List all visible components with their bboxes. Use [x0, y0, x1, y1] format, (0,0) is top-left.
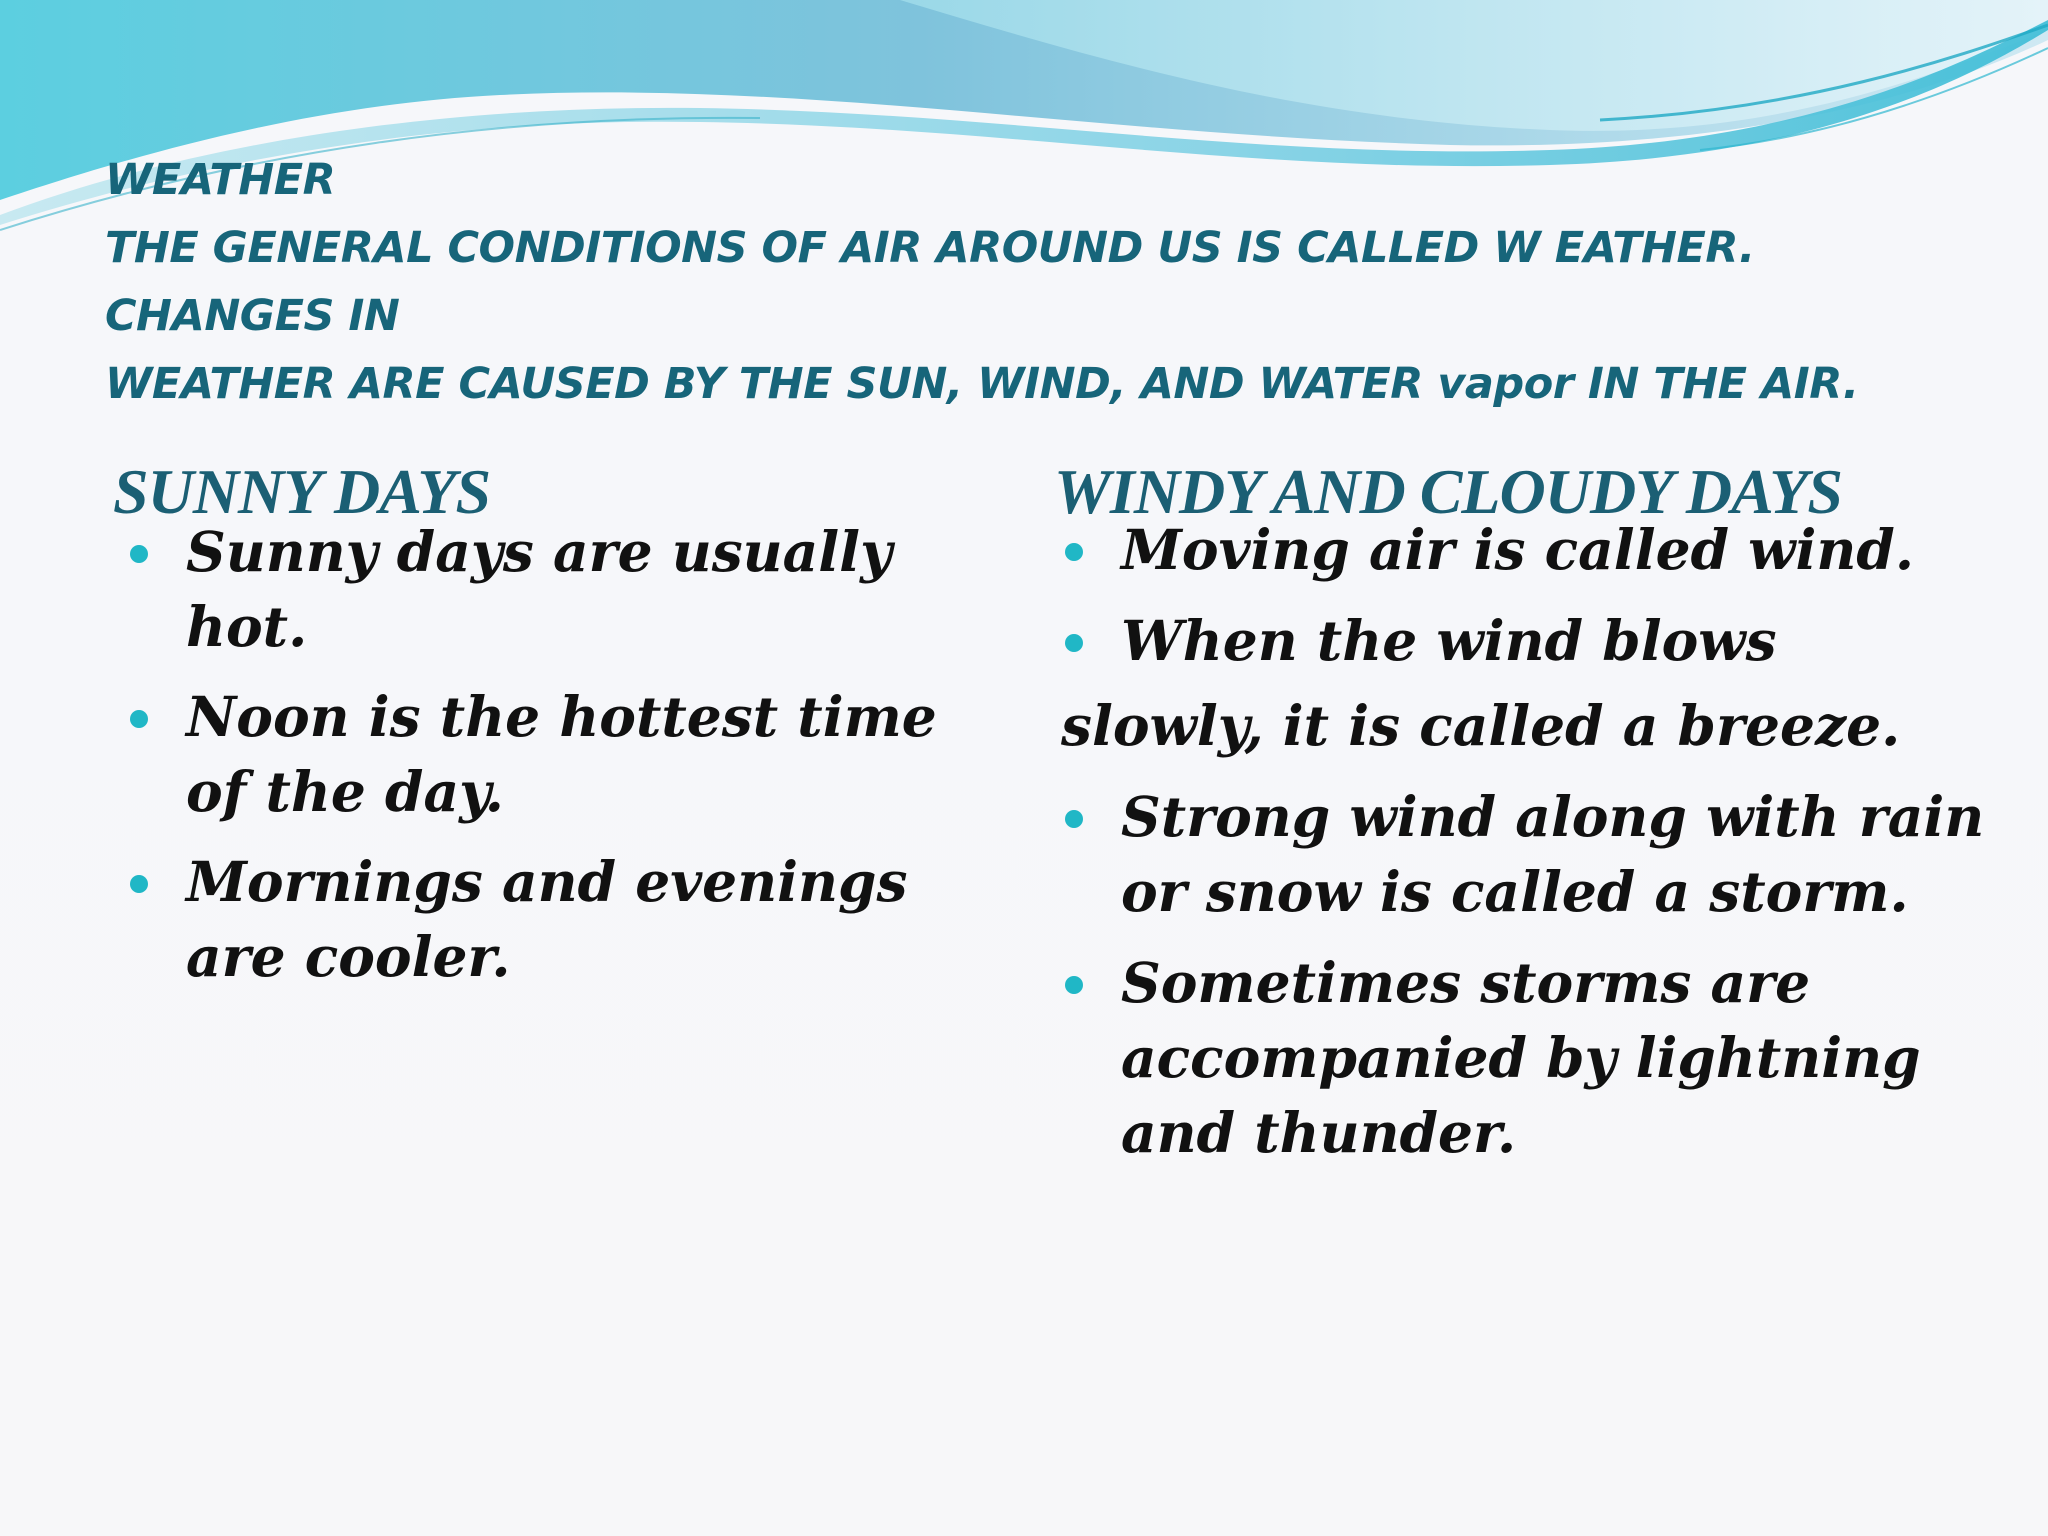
list-item: [1061, 512, 2001, 587]
list-item-text: Sunny days are usually hot.: [186, 519, 893, 659]
list-item-text: Moving air is called wind.: [1121, 517, 1915, 582]
sunny-days-list: [126, 514, 1006, 1009]
bullet-icon: [1065, 976, 1083, 994]
windy-cloudy-days-heading: WINDY AND CLOUDY DAYS: [1054, 456, 1842, 527]
bullet-icon: [1065, 634, 1083, 652]
list-item: [126, 679, 1006, 829]
bullet-icon: [130, 710, 148, 728]
sunny-days-heading: SUNNY DAYS: [113, 456, 491, 527]
header-causes: WEATHER ARE CAUSED BY THE SUN, WIND, AND WATER vapor IN THE AIR.: [105, 359, 1859, 409]
list-item-text: Strong wind along with rain or snow is called a storm.: [1121, 784, 1985, 924]
bullet-icon: [130, 545, 148, 563]
header-changes-label: CHANGES IN: [105, 291, 400, 341]
list-item-text: When the wind blows: [1121, 608, 1777, 673]
list-item-text: Sometimes storms are accompanied by lightning and thunder.: [1121, 950, 1921, 1165]
list-item: [126, 514, 1006, 664]
list-item-text: Noon is the hottest time of the day.: [186, 684, 937, 824]
header-definition: THE GENERAL CONDITIONS OF AIR AROUND US IS CALLED W EATHER.: [105, 223, 1755, 273]
list-continuation-text: slowly, it is called a breeze.: [1061, 693, 1901, 758]
header-title: WEATHER: [105, 155, 336, 205]
list-item: [126, 844, 1006, 994]
bullet-icon: [1065, 543, 1083, 561]
bullet-icon: [130, 875, 148, 893]
windy-cloudy-days-list: [1061, 512, 2001, 1186]
bullet-icon: [1065, 810, 1083, 828]
list-item: [1061, 779, 2001, 929]
list-item-text: Mornings and evenings are cooler.: [186, 849, 908, 989]
list-item: [1061, 603, 2001, 678]
header-text: [105, 146, 2005, 418]
list-item: [1061, 945, 2001, 1170]
